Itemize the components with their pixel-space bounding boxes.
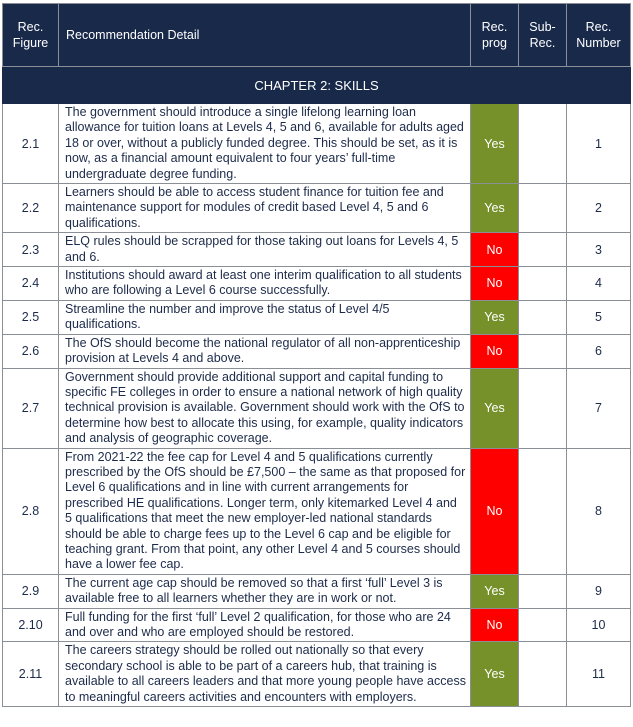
sub-rec-cell <box>519 300 567 334</box>
sub-rec-cell <box>519 608 567 642</box>
recommendations-table <box>2 3 631 707</box>
sub-rec-cell <box>519 104 567 184</box>
rec-figure-cell: 2.10 <box>3 608 59 642</box>
rec-figure-cell: 2.5 <box>3 300 59 334</box>
table-row <box>3 334 631 368</box>
rec-prog-status: No <box>471 608 519 642</box>
sub-rec-cell <box>519 642 567 707</box>
recommendation-detail-cell: Streamline the number and improve the status of Level 4/5 qualifications. <box>59 300 471 334</box>
rec-prog-status: No <box>471 334 519 368</box>
rec-prog-status: No <box>471 267 519 301</box>
recommendation-detail-cell: The government should introduce a single lifelong learning loan allowance for tuition loans at Levels 4, 5 and 6, available for adults aged 18 or over, without a publicly funded degree. This should be set, as it is now, as a financial amount equivalent to four years’ full-time undergraduate degree funding. <box>59 104 471 184</box>
sub-rec-cell <box>519 184 567 233</box>
chapter-title: CHAPTER 2: SKILLS <box>3 67 631 104</box>
recommendation-detail-cell: Full funding for the first ‘full’ Level 2 qualification, for those who are 24 and over and who are employed should be restored. <box>59 608 471 642</box>
rec-figure-cell: 2.8 <box>3 448 59 574</box>
recommendation-detail-cell: The current age cap should be removed so that a first ‘full’ Level 3 is available free to all learners whether they are in work or not. <box>59 574 471 608</box>
chapter-row <box>3 67 631 104</box>
rec-figure-cell: 2.3 <box>3 233 59 267</box>
recommendation-detail-cell: From 2021-22 the fee cap for Level 4 and 5 qualifications currently prescribed by the OfS should be £7,500 – the same as that proposed for Level 6 qualifications and in line with current arrangements for prescribed HE qualifications. Longer term, only kitemarked Level 4 and 5 qualifications that meet the new employer-led national standards should be able to charge fees up to the Level 6 cap and be eligible for teaching grant. From that point, any other Level 4 and 5 courses should have a lower fee cap. <box>59 448 471 574</box>
header-detail-label: Recommendation Detail <box>66 28 200 42</box>
table-row <box>3 642 631 707</box>
header-recommendation-detail <box>59 4 471 67</box>
rec-figure-cell: 2.7 <box>3 368 59 448</box>
table-row <box>3 448 631 574</box>
rec-prog-status: Yes <box>471 574 519 608</box>
table-row <box>3 104 631 184</box>
rec-figure-cell: 2.6 <box>3 334 59 368</box>
sub-rec-cell <box>519 233 567 267</box>
rec-prog-status: No <box>471 233 519 267</box>
rec-figure-cell: 2.2 <box>3 184 59 233</box>
sub-rec-cell <box>519 448 567 574</box>
header-rec-prog-label: Rec. prog <box>481 20 508 50</box>
recommendation-detail-cell: Government should provide additional support and capital funding to specific FE colleges in order to ensure a national network of high quality technical provision is available. Government should work with the OfS to determine how best to allocate this using, for example, quality indicators and analysis of geographic coverage. <box>59 368 471 448</box>
rec-figure-cell: 2.4 <box>3 267 59 301</box>
header-rec-figure-label: Rec. Figure <box>12 20 49 50</box>
rec-prog-status: Yes <box>471 184 519 233</box>
header-sub-rec <box>519 4 567 67</box>
table-row <box>3 368 631 448</box>
table-row <box>3 300 631 334</box>
header-sub-rec-label: Sub- Rec. <box>529 20 556 50</box>
sub-rec-cell <box>519 574 567 608</box>
header-row <box>3 4 631 67</box>
header-rec-number-label: Rec. Number <box>576 20 621 50</box>
rec-number-cell: 7 <box>567 368 631 448</box>
rec-number-cell: 11 <box>567 642 631 707</box>
table-row <box>3 184 631 233</box>
rec-number-cell: 5 <box>567 300 631 334</box>
table-row <box>3 608 631 642</box>
rec-number-cell: 6 <box>567 334 631 368</box>
rec-prog-status: No <box>471 448 519 574</box>
rec-number-cell: 3 <box>567 233 631 267</box>
rec-number-cell: 8 <box>567 448 631 574</box>
table-row <box>3 267 631 301</box>
table-row <box>3 233 631 267</box>
rec-number-cell: 4 <box>567 267 631 301</box>
sub-rec-cell <box>519 368 567 448</box>
header-rec-figure <box>3 4 59 67</box>
sub-rec-cell <box>519 334 567 368</box>
rec-number-cell: 2 <box>567 184 631 233</box>
rec-figure-cell: 2.1 <box>3 104 59 184</box>
rec-prog-status: Yes <box>471 104 519 184</box>
rec-number-cell: 9 <box>567 574 631 608</box>
rec-prog-status: Yes <box>471 300 519 334</box>
recommendation-detail-cell: The OfS should become the national regulator of all non-apprenticeship provision at Levels 4 and above. <box>59 334 471 368</box>
rec-figure-cell: 2.9 <box>3 574 59 608</box>
rec-number-cell: 1 <box>567 104 631 184</box>
rec-prog-status: Yes <box>471 642 519 707</box>
recommendation-detail-cell: ELQ rules should be scrapped for those taking out loans for Levels 4, 5 and 6. <box>59 233 471 267</box>
header-rec-number <box>567 4 631 67</box>
table-row <box>3 574 631 608</box>
recommendation-detail-cell: The careers strategy should be rolled out nationally so that every secondary school is able to be part of a careers hub, that training is available to all careers leaders and that more young people have access to meaningful careers activities and encounters with employers. <box>59 642 471 707</box>
sub-rec-cell <box>519 267 567 301</box>
rec-number-cell: 10 <box>567 608 631 642</box>
recommendation-detail-cell: Learners should be able to access student finance for tuition fee and maintenance support for modules of credit based Level 4, 5 and 6 qualifications. <box>59 184 471 233</box>
rec-prog-status: Yes <box>471 368 519 448</box>
recommendation-detail-cell: Institutions should award at least one interim qualification to all students who are following a Level 6 course successfully. <box>59 267 471 301</box>
header-rec-prog <box>471 4 519 67</box>
rec-figure-cell: 2.11 <box>3 642 59 707</box>
